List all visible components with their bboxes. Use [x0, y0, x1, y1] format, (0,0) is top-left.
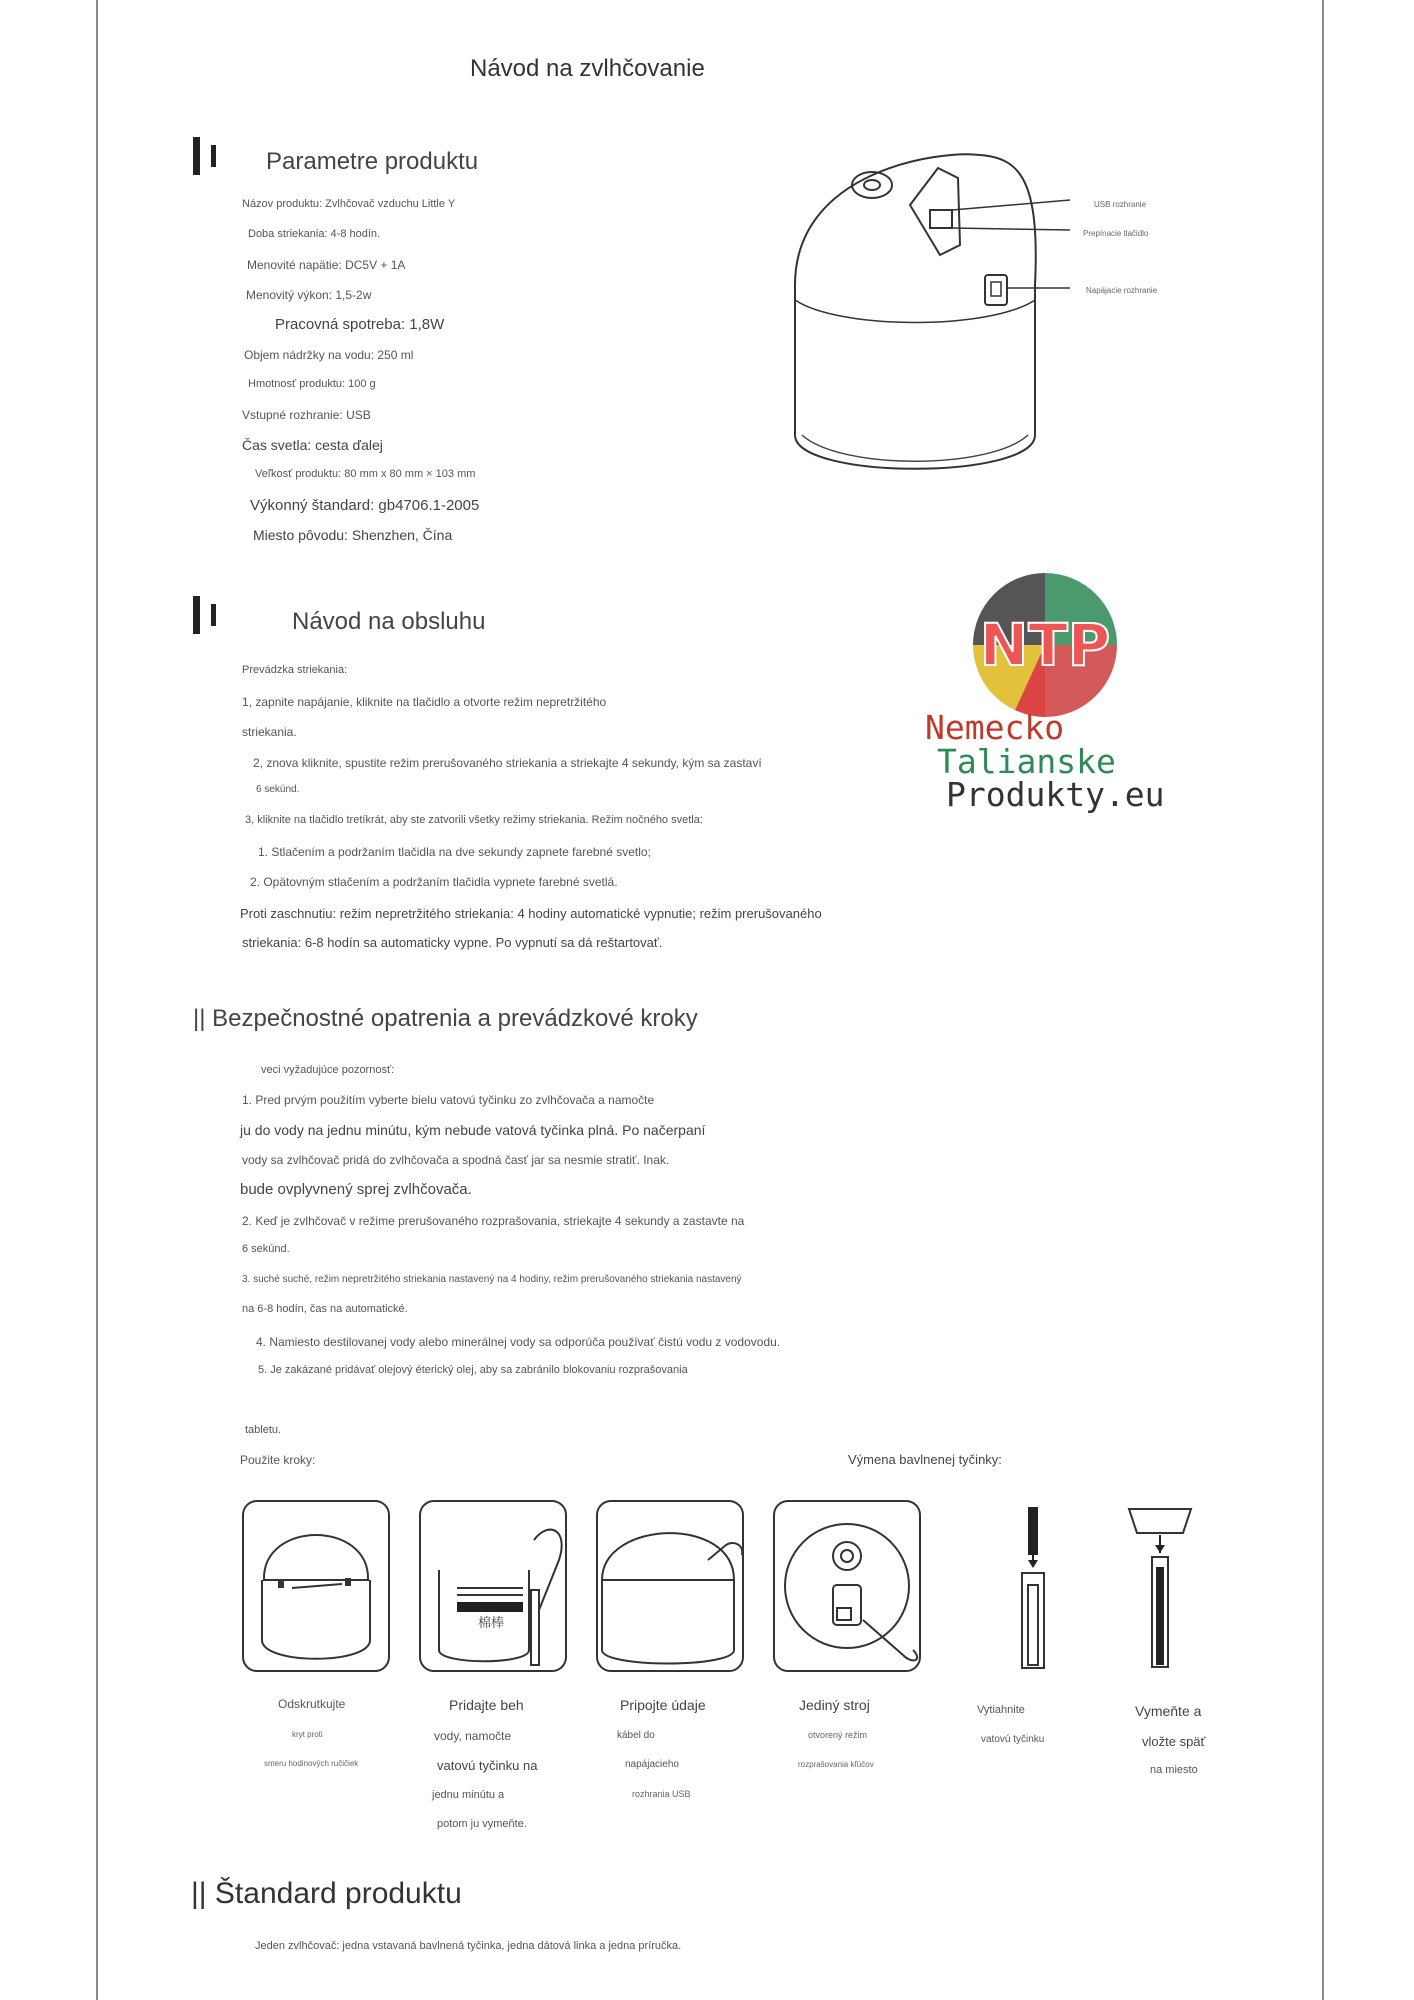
section-heading-parameters: Parametre produktu — [266, 148, 479, 175]
logo-line-3: Produkty.eu — [946, 775, 1165, 814]
param-line: Objem nádržky na vodu: 250 ml — [244, 348, 414, 362]
operation-line: 2, znova kliknite, spustite režim prerušovaného striekania a striekajte 4 sekundy, kým sa zastaví — [253, 756, 762, 770]
operation-line: 3, kliknite na tlačidlo tretíkrát, aby ste zatvorili všetky režimy striekania. Režim nočného svetla: — [245, 814, 703, 826]
safety-line: veci vyžadujúce pozornosť: — [261, 1064, 395, 1076]
caption-line: napájacieho — [625, 1759, 679, 1770]
caption-line: Jediný stroj — [799, 1697, 870, 1713]
ntp-logo-icon — [965, 565, 1125, 725]
caption-line: vložte späť — [1142, 1734, 1206, 1749]
caption-line: Odskrutkujte — [278, 1697, 346, 1711]
param-line: Menovitý výkon: 1,5-2w — [246, 288, 372, 302]
safety-line: 4. Namiesto destilovanej vody alebo minerálnej vody sa odporúča používať čistú vodu z vodovodu. — [256, 1335, 781, 1349]
caption-line: smeru hodinových ručičiek — [264, 1759, 359, 1768]
safety-line: 2. Keď je zvlhčovač v režime prerušovaného rozprašovania, striekajte 4 sekundy a zastavte na — [242, 1214, 745, 1228]
caption-line: vatovú tyčinku — [981, 1734, 1045, 1745]
standard-line: Jeden zvlhčovač: jedna vstavaná bavlnená tyčinka, jedna dátová linka a jedna príručka. — [255, 1940, 682, 1952]
step-add-water-icon — [419, 1500, 567, 1672]
caption-line: vatovú tyčinku na — [437, 1758, 538, 1773]
logo-line-1: Nemecko — [925, 708, 1065, 747]
section-heading-safety: || Bezpečnostné opatrenia a prevádzkové kroky — [193, 1005, 698, 1032]
param-line: Miesto pôvodu: Shenzhen, Čína — [253, 527, 453, 543]
caption-line: kábel do — [617, 1730, 655, 1741]
operation-line: 2. Opätovným stlačením a podržaním tlačidla vypnete farebné svetlá. — [250, 875, 618, 889]
operation-line: striekania: 6-8 hodín sa automaticky vypne. Po vypnutí sa dá reštartovať. — [242, 935, 663, 950]
safety-line: na 6-8 hodín, čas na automatické. — [242, 1303, 408, 1315]
safety-line: 6 sekúnd. — [242, 1243, 290, 1255]
step-usb-cable-icon — [596, 1500, 744, 1672]
param-line: Čas svetla: cesta ďalej — [242, 437, 383, 453]
caption-line: Vytiahnite — [977, 1704, 1025, 1716]
step-remove-stick-icon — [1010, 1505, 1056, 1670]
param-line: Menovité napätie: DC5V + 1A — [247, 258, 406, 272]
operation-line: 1, zapnite napájanie, kliknite na tlačidlo a otvorte režim nepretržitého — [242, 695, 607, 709]
steps-label: Použite kroky: — [240, 1453, 316, 1467]
page-border-right — [1322, 0, 1324, 2000]
cotton-stick-label: 棉棒 — [478, 1615, 505, 1630]
svg-text:NTP: NTP — [979, 611, 1111, 679]
operation-line: 1. Stlačením a podržaním tlačidla na dve sekundy zapnete farebné svetlo; — [258, 845, 651, 859]
param-line: Doba striekania: 4-8 hodín. — [248, 228, 381, 240]
caption-line: kryt proti — [292, 1730, 323, 1739]
caption-line: potom ju vymeňte. — [437, 1818, 527, 1830]
page-title: Návod na zvlhčovanie — [470, 55, 705, 82]
safety-line: 1. Pred prvým použitím vyberte bielu vatovú tyčinku zo zvlhčovača a namočte — [242, 1093, 655, 1107]
caption-line: rozhrania USB — [632, 1789, 691, 1799]
safety-line: vody sa zvlhčovač pridá do zvlhčovača a spodná časť jar sa nesmie stratiť. Inak. — [242, 1153, 670, 1167]
caption-line: Vymeňte a — [1135, 1703, 1202, 1719]
param-line: Vstupné rozhranie: USB — [242, 408, 371, 422]
section-heading-standard: || Štandard produktu — [191, 1877, 462, 1910]
safety-line: tabletu. — [245, 1424, 282, 1436]
replace-label: Výmena bavlnenej tyčinky: — [848, 1452, 1002, 1467]
param-line: Výkonný štandard: gb4706.1-2005 — [250, 497, 480, 514]
operation-line: striekania. — [242, 725, 297, 739]
callout-usb: USB rozhranie — [1094, 200, 1147, 209]
param-line: Názov produktu: Zvlhčovač vzduchu Little Y — [242, 198, 456, 210]
caption-line: otvorený režim — [808, 1730, 868, 1740]
page-border-left — [96, 0, 98, 2000]
param-line: Hmotnosť produktu: 100 g — [248, 378, 376, 390]
caption-line: Pripojte údaje — [620, 1697, 706, 1713]
operation-line: 6 sekúnd. — [256, 784, 300, 795]
safety-line: 5. Je zakázané pridávať olejový éterický olej, aby sa zabránilo blokovaniu rozprašovania — [258, 1364, 688, 1376]
logo-line-2: Talianske — [937, 742, 1116, 781]
callout-power: Napájacie rozhranie — [1086, 286, 1158, 295]
operation-line: Prevádzka striekania: — [242, 664, 348, 676]
param-line: Veľkosť produktu: 80 mm x 80 mm × 103 mm — [255, 468, 476, 480]
step-press-button-icon — [773, 1500, 921, 1672]
caption-line: Pridajte beh — [449, 1697, 524, 1713]
caption-line: vody, namočte — [434, 1729, 512, 1743]
step-replace-stick-icon — [1125, 1505, 1195, 1670]
caption-line: jednu minútu a — [432, 1789, 505, 1801]
caption-line: na miesto — [1150, 1764, 1198, 1776]
safety-line: ju do vody na jednu minútu, kým nebude vatová tyčinka plná. Po načerpaní — [240, 1122, 706, 1138]
safety-line: 3. suché suché, režim nepretržitého striekania nastavený na 4 hodiny, režim prerušovaného striekania nastavený — [242, 1274, 742, 1285]
safety-line: bude ovplyvnený sprej zvlhčovača. — [240, 1181, 472, 1198]
section-heading-operation: Návod na obsluhu — [292, 608, 486, 635]
step-open-cover-icon — [242, 1500, 390, 1672]
operation-line: Proti zaschnutiu: režim nepretržitého striekania: 4 hodiny automatické vypnutie; režim prerušovaného — [240, 906, 822, 921]
callout-switch: Prepínacie tlačidlo — [1083, 229, 1149, 238]
param-line: Pracovná spotreba: 1,8W — [275, 316, 445, 333]
caption-line: rozprašovania kľúčov — [798, 1760, 874, 1769]
